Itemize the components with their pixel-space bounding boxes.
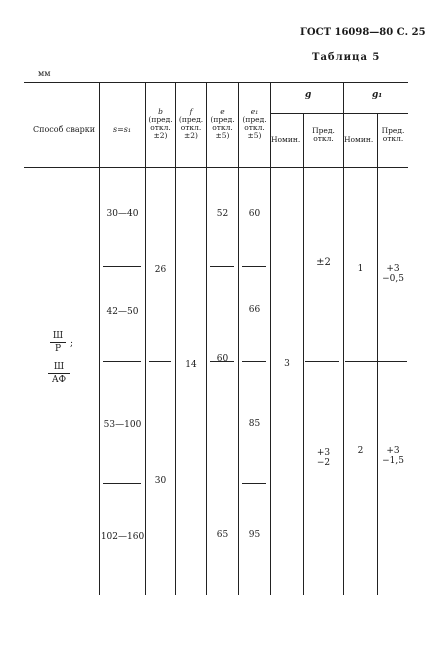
s-row-sep-1 <box>103 266 141 267</box>
col-header-e: e (пред. откл. ±5) <box>210 107 235 140</box>
g1-deviation-2: +3 −1,5 <box>382 446 404 466</box>
col-divider-8 <box>343 82 344 595</box>
g1-nominal-value-2: 2 <box>357 446 364 456</box>
table-title: Таблица 5 <box>312 52 381 63</box>
e1-value-1: 60 <box>248 209 261 219</box>
col-header-g1: g₁ <box>372 90 383 100</box>
table-top-rule <box>24 82 408 83</box>
col-header-g1-nom: Номин. <box>344 135 374 144</box>
page-standard-header: ГОСТ 16098—80 С. 25 <box>300 27 426 38</box>
col-divider-9 <box>377 113 378 595</box>
g1-deviation-1: +3 −0,5 <box>382 264 404 284</box>
method-fraction-bottom: Ш АФ <box>48 362 70 385</box>
g-dev-row-sep <box>305 361 339 362</box>
g-nominal-value: 3 <box>284 359 290 369</box>
e-value-2: 60 <box>216 354 229 364</box>
b-row-sep <box>149 361 171 362</box>
g-subheader-rule <box>270 113 408 114</box>
e1-row-sep-3 <box>242 483 266 484</box>
units-label: мм <box>38 69 51 78</box>
e-value-3: 65 <box>216 530 229 540</box>
b-value-2: 30 <box>154 476 167 486</box>
col-divider-2 <box>145 82 146 595</box>
header-bottom-rule <box>24 167 408 168</box>
s-value-4: 102—160 <box>100 532 145 542</box>
s-value-1: 30—40 <box>106 209 139 219</box>
b-value-1: 26 <box>154 265 167 275</box>
col-header-g1-dev: Пред. откл. <box>381 126 405 143</box>
e1-value-4: 95 <box>248 530 261 540</box>
col-divider-6 <box>270 82 271 595</box>
g-deviation-2: +3 −2 <box>316 448 331 468</box>
col-header-s: s=s₁ <box>113 125 132 134</box>
col-header-b: b (пред. откл. ±2) <box>148 107 173 140</box>
col-header-g-nom: Номин. <box>271 135 301 144</box>
col-divider-3 <box>175 82 176 595</box>
e1-value-2: 66 <box>248 305 261 315</box>
col-header-e1: e₁ (пред. откл. ±5) <box>242 107 267 140</box>
e1-value-3: 85 <box>248 419 261 429</box>
s-row-sep-3 <box>103 483 141 484</box>
g1-row-sep <box>345 361 407 362</box>
e1-row-sep-2 <box>242 361 266 362</box>
f-value: 14 <box>185 360 197 370</box>
method-fraction-top: Ш Р <box>50 331 66 354</box>
col-divider-7 <box>303 113 304 595</box>
s-value-2: 42—50 <box>106 307 139 317</box>
e-value-1: 52 <box>216 209 229 219</box>
s-row-sep-2 <box>103 361 141 362</box>
g-deviation-1: ±2 <box>316 257 331 268</box>
col-header-g-dev: Пред. откл. <box>312 126 335 143</box>
col-header-g: g <box>305 90 312 100</box>
col-divider-5 <box>238 82 239 595</box>
e1-row-sep-1 <box>242 266 266 267</box>
e-row-sep-1 <box>210 266 234 267</box>
s-value-3: 53—100 <box>103 420 142 430</box>
col-header-method: Способ сварки <box>33 125 96 134</box>
col-divider-4 <box>206 82 207 595</box>
col-divider-1 <box>99 82 100 595</box>
col-header-f: f (пред. откл. ±2) <box>178 107 204 140</box>
g1-nominal-value-1: 1 <box>357 264 364 274</box>
method-separator: ; <box>70 339 74 349</box>
